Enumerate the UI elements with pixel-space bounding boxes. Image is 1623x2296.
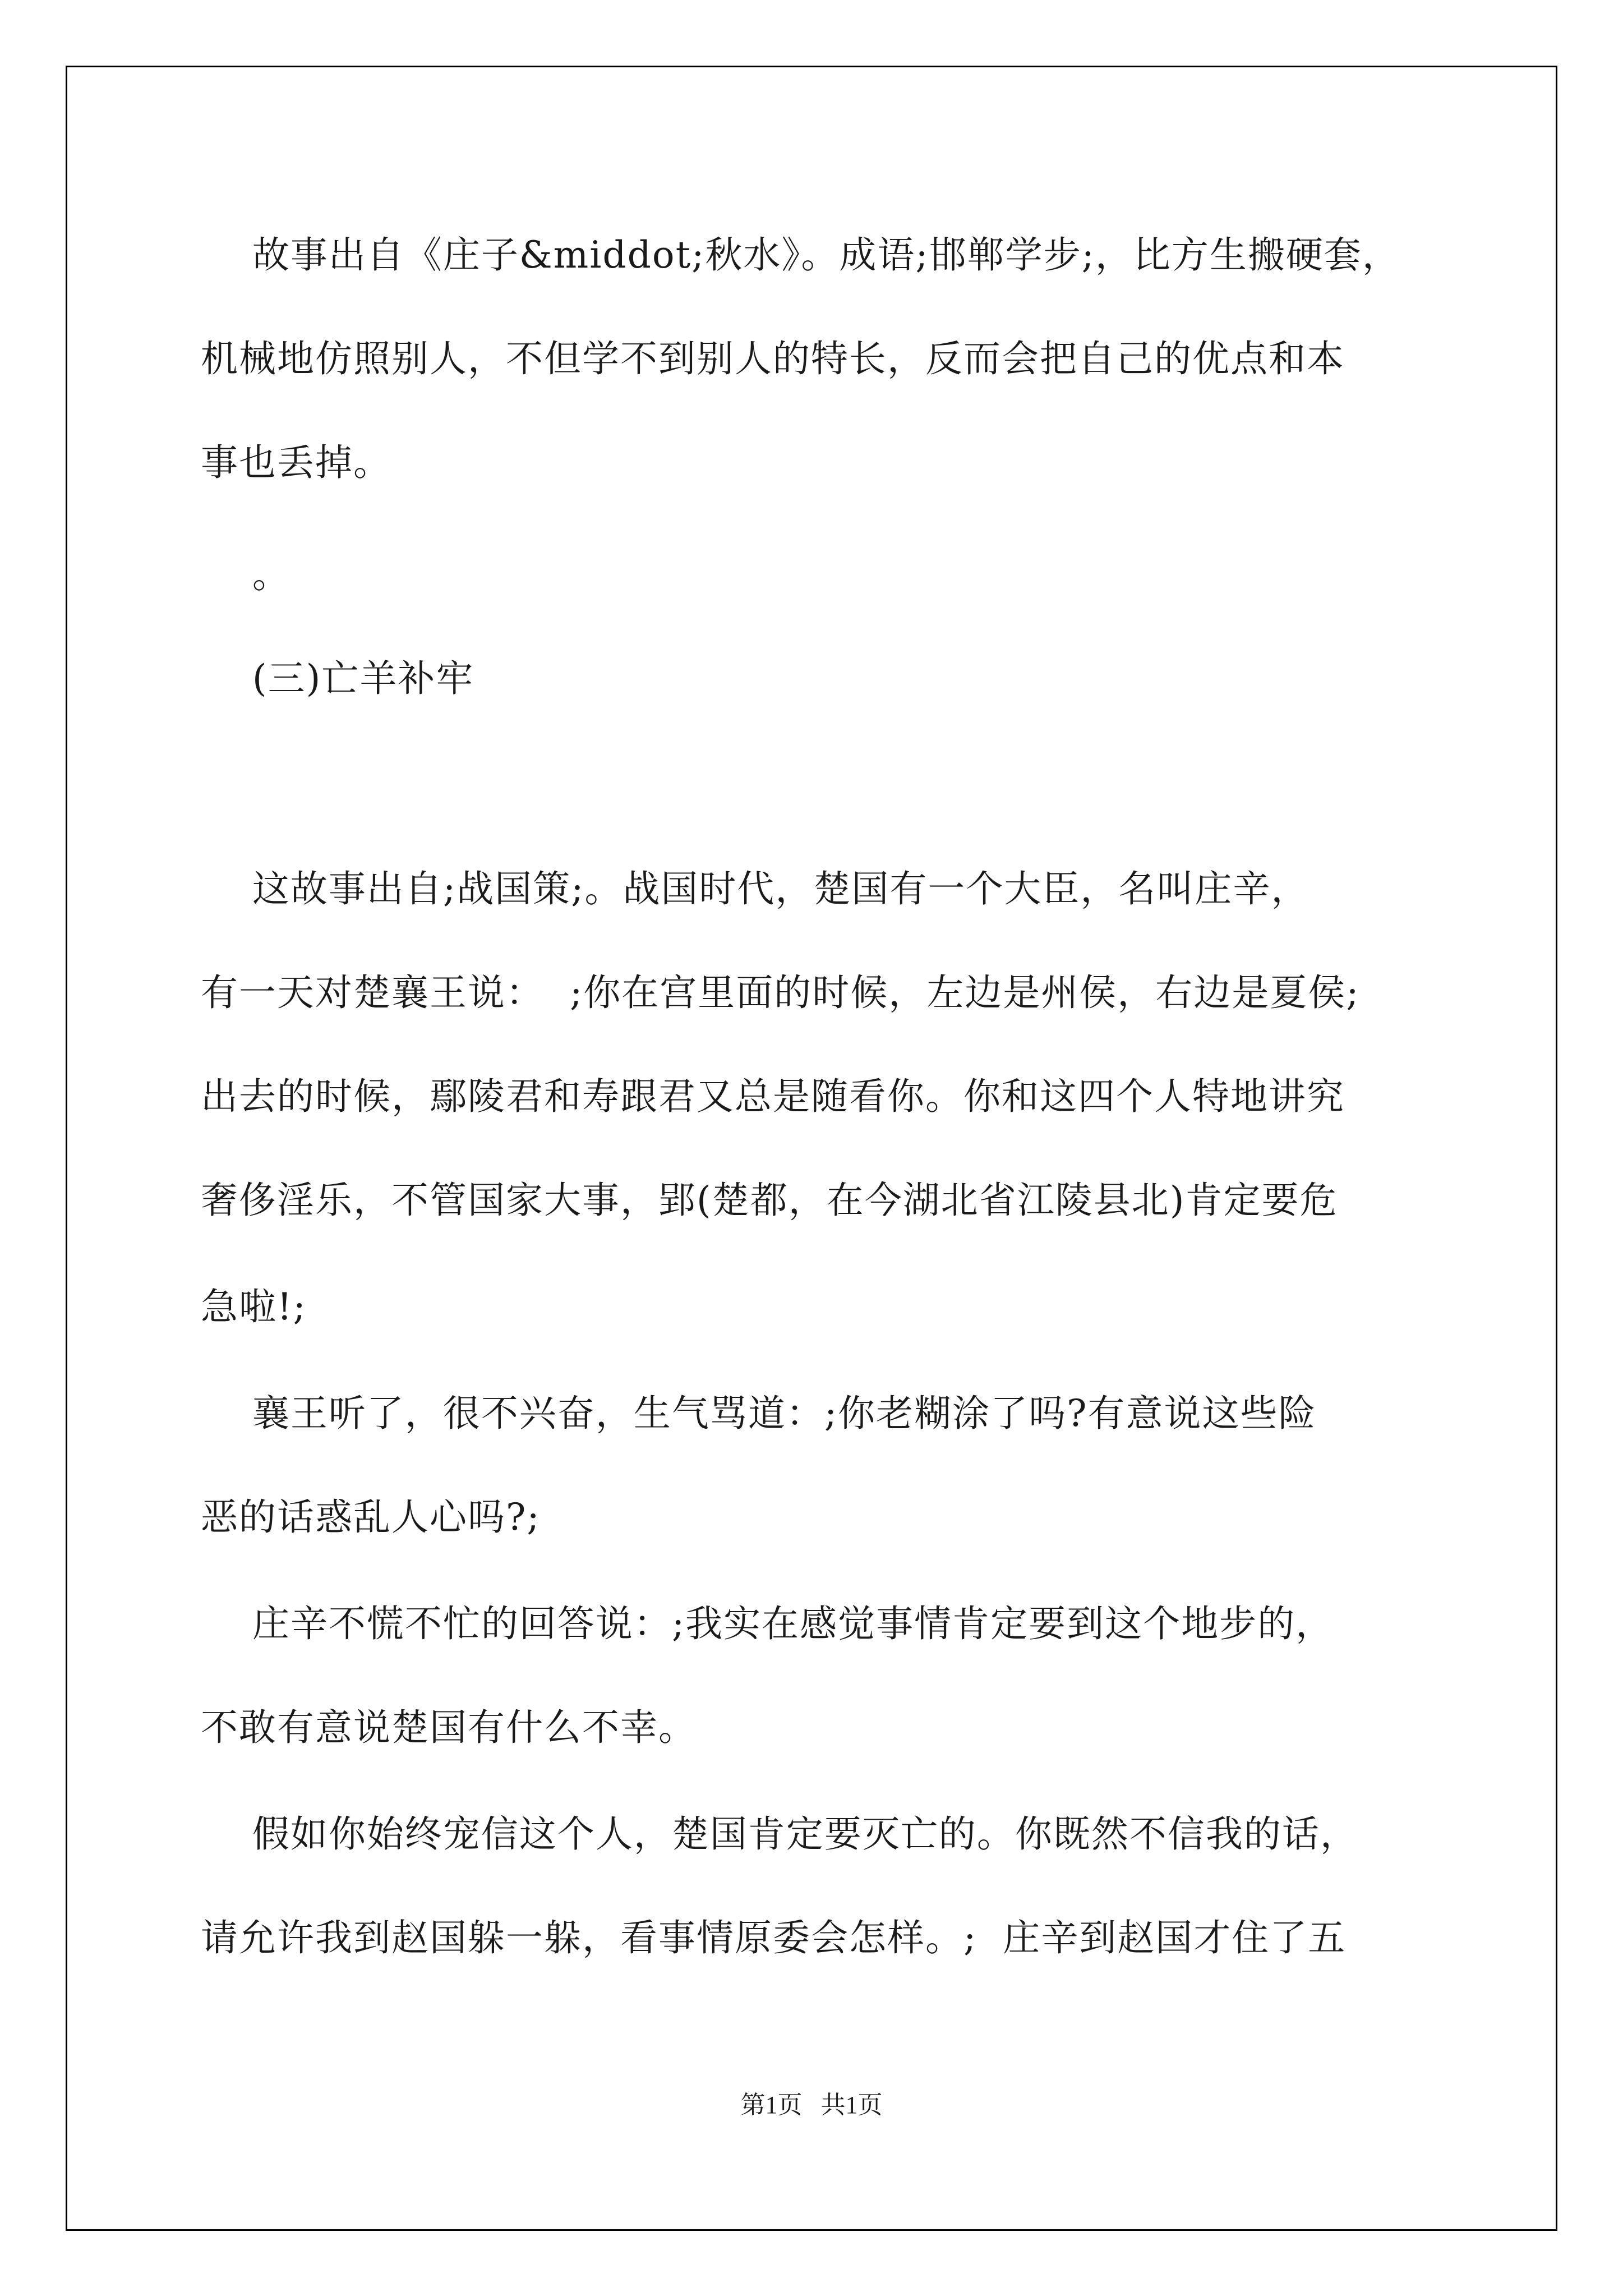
section-heading: (三)亡羊补牢 — [201, 657, 474, 700]
text-line: 不敢有意说楚国有什么不幸。 — [201, 1706, 697, 1749]
page-number: 第1页 共1页 — [740, 2091, 883, 2119]
text-line: 。 — [201, 553, 291, 596]
text-line: 出去的时候，鄢陵君和寿跟君又总是随看你。你和这四个人特地讲究 — [201, 1075, 1345, 1118]
text-line: 奢侈淫乐，不管国家大事，郢(楚都，在今湖北省江陵县北)肯定要危 — [201, 1179, 1338, 1222]
text-line: 故事出自《庄子&middot;秋水》。成语;邯郸学步;，比方生搬硬套， — [201, 233, 1400, 277]
text-line: 恶的话惑乱人心吗?; — [201, 1496, 541, 1539]
text-line: 机械地仿照别人，不但学不到别人的特长，反而会把自己的优点和本 — [201, 337, 1345, 380]
text-line: 庄辛不慌不忙的回答说：;我实在感觉事情肯定要到这个地步的， — [201, 1602, 1334, 1645]
text-line: 请允许我到赵国躲一躲，看事情原委会怎样。; 庄辛到赵国才住了五 — [201, 1916, 1347, 1959]
text-line: 这故事出自;战国策;。战国时代，楚国有一个大臣，名叫庄辛， — [201, 867, 1310, 910]
page-border — [66, 66, 1557, 2231]
text-line: 事也丢掉。 — [201, 441, 391, 484]
text-line: 有一天对楚襄王说： ;你在宫里面的时候，左边是州侯，右边是夏侯; — [201, 971, 1360, 1014]
text-line: 假如你始终宠信这个人，楚国肯定要灭亡的。你既然不信我的话， — [201, 1812, 1358, 1856]
text-line: 急啦!; — [201, 1285, 307, 1328]
text-line: 襄王听了，很不兴奋，生气骂道：;你老糊涂了吗?有意说这些险 — [201, 1392, 1317, 1435]
